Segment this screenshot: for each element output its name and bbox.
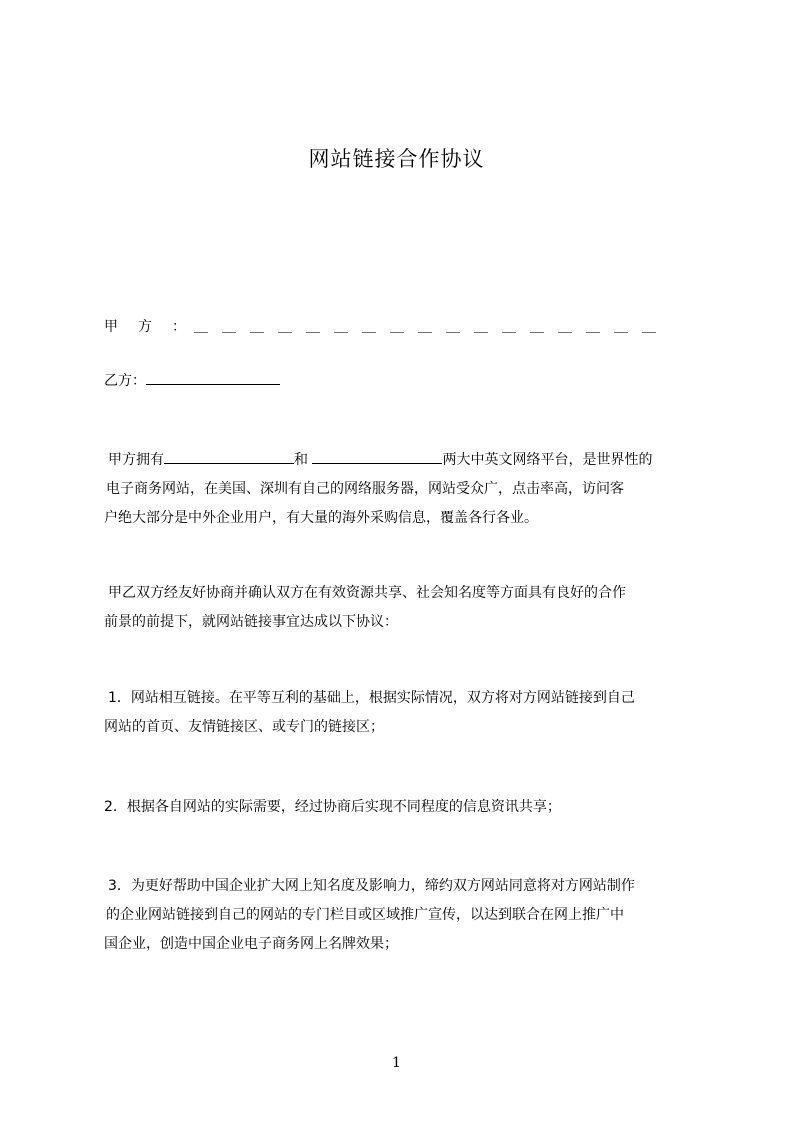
clause-3-line-3: 国企业，创造中国企业电子商务网上名牌效果； [104,936,398,952]
intro-line-1 [104,446,700,475]
page-number: 1 [392,1055,401,1071]
intro-line-3: 户绝大部分是中外企业用户，有大量的海外采购信息，覆盖各行各业。 [104,510,538,526]
party-a-fill: ＿＿＿＿＿＿＿＿＿＿＿＿＿＿＿＿＿ [194,319,670,335]
clause-1-line-2: 网站的首页、友情链接区、或专门的链接区； [104,719,384,735]
intro-text-post: 两大中英文网络平台，是世界性的 [442,452,653,468]
party-b-line [104,370,280,390]
clause-2-line-1: 2．根据各自网站的实际需要，经过协商后实现不同程度的信息资讯共享； [104,799,561,815]
clause-2 [104,793,700,822]
intro-text-pre: 甲方拥有 [108,452,164,468]
intro-line-2: 电子商务网站，在美国、深圳有自己的网络服务器，网站受众广，点击率高，访问客 [106,481,624,497]
party-b-label: 乙方： [104,373,146,389]
consensus-paragraph [104,579,700,637]
party-b-blank [146,370,280,385]
party-a-colon: ： [172,319,186,335]
clause-1 [104,684,700,742]
clause-3 [104,872,700,959]
consensus-line-1: 甲乙双方经友好协商并确认双方在有效资源共享、社会知名度等方面具有良好的合作 [108,585,626,601]
party-a-line [104,316,700,340]
platform-blank-1 [164,449,294,464]
intro-paragraph [104,446,700,533]
clause-1-line-1: 1．网站相互链接。在平等互利的基础上，根据实际情况，双方将对方网站链接到自己 [108,690,635,706]
document-title: 网站链接合作协议 [308,147,485,171]
intro-text-mid: 和 [294,452,308,468]
party-a-label: 甲方 [104,319,172,335]
clause-3-line-1: 3．为更好帮助中国企业扩大网上知名度及影响力，缔约双方网站同意将对方网站制作 [108,878,635,894]
consensus-line-2: 前景的前提下，就网站链接事宜达成以下协议： [104,614,398,630]
clause-3-line-2: 的企业网站链接到自己的网站的专门栏目或区域推广宣传，以达到联合在网上推广中 [106,907,624,923]
platform-blank-2 [312,449,442,464]
